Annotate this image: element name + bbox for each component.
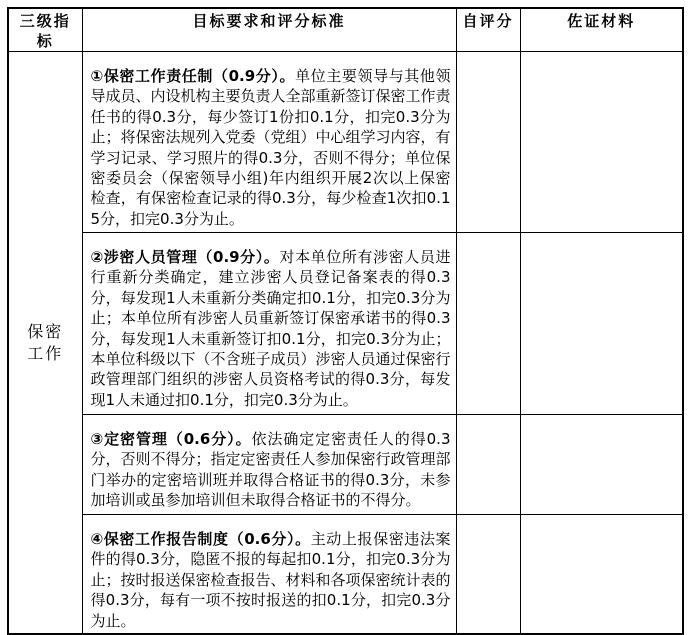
- self-score-cell: [456, 233, 520, 415]
- criteria-heading: ①保密工作责任制（0.9分）。: [90, 67, 296, 85]
- column-header-criteria: 目标要求和评分标准: [82, 8, 456, 52]
- evidence-cell: [520, 515, 683, 635]
- evidence-cell: [520, 415, 683, 515]
- column-header-evidence: 佐证材料: [520, 8, 683, 52]
- table-row: [8, 233, 683, 415]
- table-row: [8, 52, 683, 233]
- criteria-body: 依法确定定密责任人的得0.3分，否则不得分；指定定密责任人参加保密行政管理部门举办的定密培训班并取得合格证书的得0.3分，未参加培训或虽参加培训但未取得合格证书的不得分。: [90, 430, 451, 510]
- criteria-body: 主动上报保密违法案件的得0.3分，隐匿不报的每起扣0.1分，扣完0.3分为止；按时报送保密检查报告、材料和各项保密统计表的得0.3分，每有一项不按时报送的扣0.1分，扣完0.3分为止。: [90, 530, 451, 630]
- criteria-body: 单位主要领导与其他领导成员、内设机构主要负责人全部重新签订保密工作责任书的得0.3分，每少签订1份扣0.1分，扣完0.3分为止；将保密法规列入党委（党组）中心组学习内容，有学习记录、学习照片的得0.3分，否则不得分；单位保密委员会（保密领导小组)年内组织开展2次以上保密检查，有保密检查记录的得0.3分，每少检查1次扣0.15分，扣完0.3分为止。: [90, 67, 451, 228]
- evidence-cell: [520, 233, 683, 415]
- self-score-cell: [456, 515, 520, 635]
- criteria-cell: [82, 515, 456, 635]
- criteria-cell: [82, 233, 456, 415]
- self-score-cell: [456, 52, 520, 233]
- column-header-level3-indicator: 三级指标: [8, 8, 82, 52]
- criteria-heading: ②涉密人员管理（0.9分）。: [90, 248, 280, 266]
- header-row: [8, 8, 683, 52]
- evidence-cell: [520, 52, 683, 233]
- self-score-cell: [456, 415, 520, 515]
- evaluation-table: [7, 7, 684, 635]
- table-row: [8, 415, 683, 515]
- criteria-heading: ③定密管理（0.6分）。: [90, 430, 252, 448]
- criteria-heading: ④保密工作报告制度（0.6分）。: [90, 530, 311, 548]
- category-cell: 保密工作: [8, 52, 82, 635]
- criteria-cell: [82, 52, 456, 233]
- table-row: [8, 515, 683, 635]
- criteria-cell: [82, 415, 456, 515]
- criteria-body: 对本单位所有涉密人员进行重新分类确定，建立涉密人员登记备案表的得0.3分，每发现1人未重新分类确定扣0.1分，扣完0.3分为止；本单位所有涉密人员重新签订保密承诺书的得0.3分，每发现1人未重新签订扣0.1分，扣完0.3分为止；本单位科级以下（不含班子成员）涉密人员通过保密行政管理部门组织的涉密人员资格考试的得0.3分，每发现1人未通过扣0.1分，扣完0.3分为止。: [90, 248, 451, 409]
- column-header-self-score: 自评分: [456, 8, 520, 52]
